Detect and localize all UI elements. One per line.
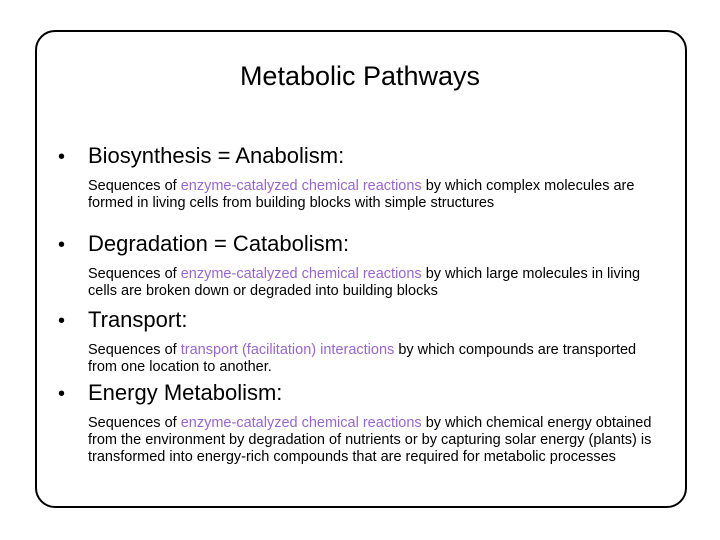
bullet-icon: • [58, 310, 66, 332]
bullet-icon: • [58, 383, 66, 405]
bullet-icon: • [58, 146, 66, 168]
heading-text: Degradation = Catabolism: [88, 231, 350, 256]
desc-highlight: enzyme-catalyzed chemical reactions [180, 266, 422, 282]
heading-text: Energy Metabolism: [88, 380, 283, 405]
section-transport [58, 307, 678, 376]
bullet-heading [58, 231, 678, 258]
section-description [88, 415, 663, 466]
section-degradation [58, 231, 678, 300]
desc-prefix: Sequences of [88, 415, 181, 431]
desc-suffix: by which chemical energy obtained from the environment by degradation of nutrients or by capturing solar energy (plants) is transformed into energy-rich compounds that are required for metabolic processes [88, 415, 652, 465]
desc-highlight: transport (facilitation) interactions [180, 342, 395, 358]
section-energy-metabolism [58, 380, 678, 466]
desc-prefix: Sequences of [88, 342, 181, 358]
slide-title: Metabolic Pathways [239, 61, 481, 91]
section-description [88, 266, 663, 300]
desc-suffix: by which complex molecules are formed in living cells from building blocks with simple structures [88, 178, 635, 211]
section-description [88, 178, 663, 212]
desc-prefix: Sequences of [88, 178, 181, 194]
bullet-heading [58, 380, 678, 407]
bullet-heading [58, 307, 678, 334]
desc-suffix: by which compounds are transported from one location to another. [88, 342, 637, 375]
desc-suffix: by which large molecules in living cells are broken down or degraded into building blocks [88, 266, 641, 299]
bullet-icon: • [58, 234, 66, 256]
desc-highlight: enzyme-catalyzed chemical reactions [180, 178, 422, 194]
desc-highlight: enzyme-catalyzed chemical reactions [180, 415, 422, 431]
heading-text: Transport: [88, 307, 188, 332]
bullet-heading [58, 143, 678, 170]
heading-text: Biosynthesis = Anabolism: [88, 143, 345, 168]
section-biosynthesis [58, 143, 678, 212]
section-description [88, 342, 663, 376]
desc-prefix: Sequences of [88, 266, 181, 282]
